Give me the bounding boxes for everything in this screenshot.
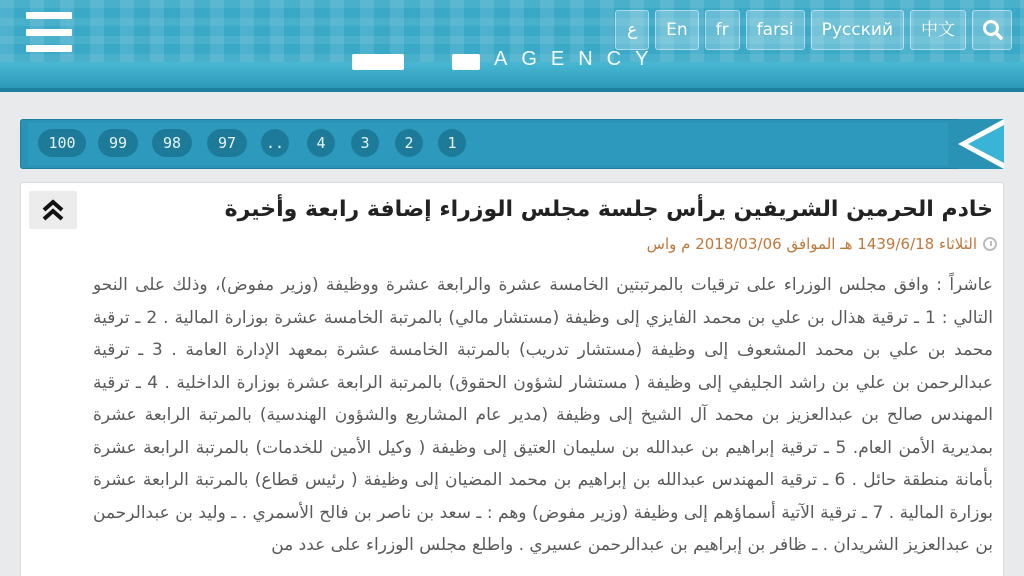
page-link[interactable]: 3 bbox=[351, 129, 379, 157]
pagination-bar bbox=[20, 119, 1004, 169]
lang-button-french[interactable]: fr bbox=[705, 10, 740, 50]
logo-mark bbox=[352, 54, 404, 70]
article-date: الثلاثاء 1439/6/18 هـ الموافق 2018/03/06 م واس bbox=[646, 235, 977, 253]
double-chevron-up-icon-svg bbox=[29, 191, 77, 229]
hamburger-line bbox=[26, 12, 72, 19]
lang-button-russian[interactable]: Русский bbox=[811, 10, 904, 50]
page-link[interactable]: 100 bbox=[38, 129, 86, 157]
clock-icon bbox=[983, 237, 997, 251]
hamburger-icon[interactable] bbox=[26, 12, 72, 52]
lang-button-chinese[interactable]: 中文 bbox=[910, 10, 966, 50]
page-link[interactable]: 99 bbox=[98, 129, 138, 157]
chevron-left-icon-svg bbox=[958, 119, 1004, 169]
search-icon-svg bbox=[973, 11, 1013, 49]
lang-button-english[interactable]: En bbox=[655, 10, 699, 50]
lang-button-farsi[interactable]: farsi bbox=[746, 10, 805, 50]
site-header bbox=[0, 0, 1024, 92]
page-link[interactable]: 4 bbox=[307, 129, 335, 157]
hamburger-line bbox=[26, 29, 72, 36]
logo-text: AGENCY bbox=[494, 48, 663, 70]
page-link[interactable]: 2 bbox=[395, 129, 423, 157]
chevron-left-icon[interactable] bbox=[958, 119, 1004, 169]
page-ellipsis: .. bbox=[261, 129, 289, 157]
language-bar bbox=[615, 10, 1012, 50]
article-meta bbox=[397, 235, 997, 253]
lang-button-arabic[interactable]: ع bbox=[615, 10, 649, 50]
article-body: عاشراً : وافق مجلس الوزراء على ترقيات بالمرتبتين الخامسة عشرة والرابعة عشرة ووظيفة (وزير مفوض)، وذلك على النحو التالي : 1 ـ ترقية هذال بن علي بن محمد الفايزي إلى وظيفة (مستشار مالي) بالمرتبة الخامسة عشرة بوزارة المالية . 2 ـ ترقية محمد بن علي بن محمد المشعوف إلى وظيفة (مستشار تدريب) بالمرتبة الخامسة عشرة بمعهد الإدارة العامة . 3 ـ ترقية عبدالرحمن بن علي بن راشد الجليفي إلى وظيفة ( مستشار لشؤون الحقوق) بالمرتبة الرابعة عشرة بوزارة الداخلية . 4 ـ ترقية المهندس صالح بن عبدالعزيز بن محمد آل الشيخ إلى وظيفة (مدير عام المشاريع والشؤون الهندسية) بالمرتبة الرابعة عشرة بمديرية الأمن العام. 5 ـ ترقية إبراهيم بن عبدالله بن سليمان العتيق إلى وظيفة ( وكيل الأمين للخدمات) بالمرتبة الرابعة عشرة بأمانة منطقة حائل . 6 ـ ترقية المهندس عبدالله بن إبراهيم بن محمد المضيان إلى وظيفة ( رئيس قطاع) بالمرتبة الرابعة عشرة بوزارة المالية . 7 ـ ترقية الآتية أسماؤهم إلى وظيفة (وزير مفوض) وهم : ـ سعد بن ناصر بن فالح الأسمري . ـ وليد بن عبدالرحمن بن عبدالعزيز الشريدان . ـ ظافر بن إبراهيم بن عبدالرحمن عسيري . واطلع مجلس الوزراء على عدد من bbox=[93, 275, 993, 555]
search-icon[interactable] bbox=[972, 10, 1012, 50]
page-link-current[interactable]: 1 bbox=[438, 129, 466, 157]
page-link[interactable]: 97 bbox=[207, 129, 247, 157]
page-link[interactable]: 98 bbox=[152, 129, 192, 157]
hamburger-line bbox=[26, 45, 72, 52]
logo-mark-secondary bbox=[452, 54, 480, 70]
header-divider bbox=[0, 88, 1024, 92]
double-chevron-up-icon[interactable] bbox=[29, 191, 77, 229]
article-title: خادم الحرمين الشريفين يرأس جلسة مجلس الوزراء إضافة رابعة وأخيرة bbox=[224, 197, 993, 222]
article-card bbox=[20, 182, 1004, 576]
